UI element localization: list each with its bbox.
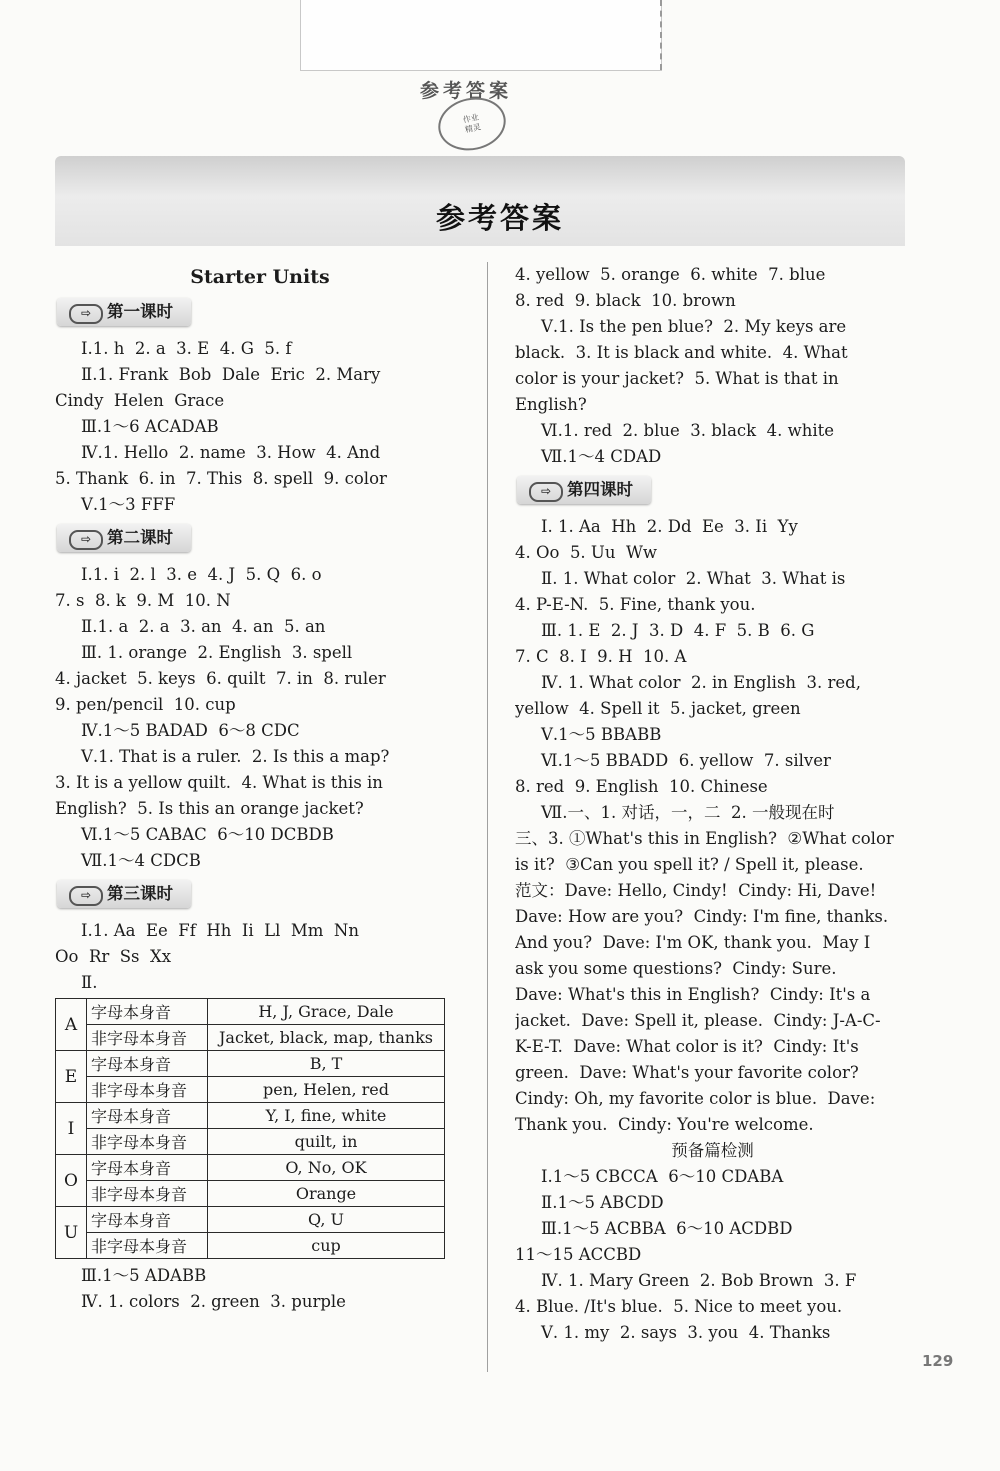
sound-type-cell: 字母本身音 — [87, 1155, 208, 1181]
arrow-right-icon: ⇨ — [529, 482, 563, 502]
answer-line: yellow 4. Spell it 5. jacket, green — [515, 699, 801, 718]
answer-line: Ⅱ.1. Frank Bob Dale Eric 2. Mary — [81, 365, 381, 384]
answer-line: 范文：Dave: Hello, Cindy! Cindy: Hi, Dave! — [515, 881, 877, 900]
running-head: 参考答案 — [420, 80, 513, 102]
answer-line: Ⅳ. 1. What color 2. in English 3. red, — [541, 673, 861, 692]
answer-line: Ⅴ. 1. my 2. says 3. you 4. Thanks — [541, 1323, 831, 1342]
sound-type-cell: 非字母本身音 — [87, 1233, 208, 1259]
unit-title: Starter Units — [190, 266, 330, 288]
lesson-label: 第一课时 — [107, 302, 173, 321]
answer-line: color is your jacket? 5. What is that in — [515, 369, 839, 388]
answer-line: black. 3. It is black and white. 4. What — [515, 343, 848, 362]
sound-type-cell: 字母本身音 — [87, 999, 208, 1025]
lesson-2-header — [55, 522, 465, 556]
sound-type-cell: 非字母本身音 — [87, 1181, 208, 1207]
example-cell: H, J, Grace, Dale — [208, 999, 445, 1025]
header-frame — [300, 0, 662, 71]
answer-line: Ⅰ.1. Aa Ee Ff Hh Ii Ll Mm Nn — [81, 921, 359, 940]
example-cell: quilt, in — [208, 1129, 445, 1155]
answer-line: jacket. Dave: Spell it, please. Cindy: J-A-C- — [515, 1011, 881, 1030]
table-row — [56, 1103, 445, 1129]
vowel-sound-table — [55, 998, 445, 1259]
sound-type-cell: 非字母本身音 — [87, 1025, 208, 1051]
answer-line: 5. Thank 6. in 7. This 8. spell 9. color — [55, 469, 387, 488]
table-row — [56, 1155, 445, 1181]
lesson-label: 第四课时 — [567, 480, 633, 499]
answer-line: Oo Rr Ss Xx — [55, 947, 172, 966]
lesson-tab — [57, 880, 191, 908]
answer-line: Dave: What's this in English? Cindy: It's a — [515, 985, 871, 1004]
answer-line: green. Dave: What's your favorite color? — [515, 1063, 859, 1082]
sound-type-cell: 字母本身音 — [87, 1103, 208, 1129]
answer-line: 4. Oo 5. Uu Ww — [515, 543, 658, 562]
answer-line: 8. red 9. English 10. Chinese — [515, 777, 768, 796]
example-cell: Jacket, black, map, thanks — [208, 1025, 445, 1051]
table-row — [56, 1207, 445, 1233]
answer-line: Ⅲ.1～5 ADABB — [81, 1266, 207, 1285]
lesson-tab — [57, 298, 191, 326]
answer-line: Ⅲ.1～6 ACADAB — [81, 417, 219, 436]
table-row — [56, 1051, 445, 1077]
answer-line: Dave: How are you? Cindy: I'm fine, thanks. — [515, 907, 889, 926]
top-guide-right — [660, 0, 662, 70]
answer-line: 4. yellow 5. orange 6. white 7. blue — [515, 265, 826, 284]
answer-line: Ⅶ.一、1. 对话，一，二 2. 一般现在时 — [541, 803, 835, 822]
table-row — [56, 1233, 445, 1259]
sound-type-cell: 非字母本身音 — [87, 1077, 208, 1103]
page-title: 参考答案 — [435, 201, 564, 235]
table-row — [56, 1181, 445, 1207]
answer-line: Ⅲ. 1. E 2. J 3. D 4. F 5. B 6. G — [541, 621, 815, 640]
answer-line: Ⅲ.1～5 ACBBA 6～10 ACDBD — [541, 1219, 793, 1238]
answer-line: 7. s 8. k 9. M 10. N — [55, 591, 231, 610]
answer-line: Ⅵ.1～5 CABAC 6～10 DCBDB — [81, 825, 334, 844]
lesson-tab — [517, 476, 651, 504]
answer-line: is it? ③Can you spell it? / Spell it, please. — [515, 855, 864, 874]
lesson-label: 第三课时 — [107, 884, 173, 903]
answer-line: Ⅰ.1. i 2. l 3. e 4. J 5. Q 6. o — [81, 565, 322, 584]
left-column — [55, 262, 465, 1315]
section-title: 预备篇检测 — [671, 1141, 754, 1160]
table-row — [56, 1129, 445, 1155]
answer-line: Ⅱ. — [81, 973, 98, 992]
answer-line: And you? Dave: I'm OK, thank you. May I — [515, 933, 871, 952]
example-cell: O, No, OK — [208, 1155, 445, 1181]
answer-line: 4. P-E-N. 5. Fine, thank you. — [515, 595, 756, 614]
sound-type-cell: 字母本身音 — [87, 1207, 208, 1233]
answer-line: Ⅰ.1～5 CBCCA 6～10 CDABA — [541, 1167, 784, 1186]
answer-line: Ⅴ.1. Is the pen blue? 2. My keys are — [541, 317, 847, 336]
example-cell: pen, Helen, red — [208, 1077, 445, 1103]
answer-line: Cindy: Oh, my favorite color is blue. Dave: — [515, 1089, 876, 1108]
lesson-label: 第二课时 — [107, 528, 173, 547]
answer-line: Ⅳ. 1. Mary Green 2. Bob Brown 3. F — [541, 1271, 857, 1290]
lesson-3-header — [55, 878, 465, 912]
answer-line: Ⅳ.1. Hello 2. name 3. How 4. And — [81, 443, 381, 462]
arrow-right-icon: ⇨ — [69, 304, 103, 324]
answer-line: Ⅰ.1. h 2. a 3. E 4. G 5. f — [81, 339, 292, 358]
seal-text-top: 作业 — [462, 112, 480, 125]
answer-line: Ⅶ.1～4 CDCB — [81, 851, 201, 870]
answer-line: Ⅶ.1～4 CDAD — [541, 447, 662, 466]
answer-line: Ⅵ.1～5 BBADD 6. yellow 7. silver — [541, 751, 831, 770]
answer-line: 4. Blue. /It's blue. 5. Nice to meet you. — [515, 1297, 843, 1316]
answer-line: ask you some questions? Cindy: Sure. — [515, 959, 837, 978]
seal-text-bottom: 精灵 — [464, 122, 482, 135]
vowel-cell: I — [56, 1103, 87, 1155]
answer-line: 8. red 9. black 10. brown — [515, 291, 736, 310]
sound-type-cell: 非字母本身音 — [87, 1129, 208, 1155]
answer-line: Ⅱ. 1. What color 2. What 3. What is — [541, 569, 846, 588]
column-divider — [487, 262, 488, 1372]
arrow-right-icon: ⇨ — [69, 530, 103, 550]
answer-line: English? — [515, 395, 587, 414]
lesson-1-header — [55, 296, 465, 330]
example-cell: Q, U — [208, 1207, 445, 1233]
answer-line: 3. It is a yellow quilt. 4. What is this in — [55, 773, 383, 792]
arrow-right-icon: ⇨ — [69, 886, 103, 906]
right-column — [515, 262, 910, 1346]
answer-line: Cindy Helen Grace — [55, 391, 225, 410]
answer-line: K-E-T. Dave: What color is it? Cindy: It's — [515, 1037, 859, 1056]
lesson-4-header — [515, 474, 910, 508]
table-row — [56, 1077, 445, 1103]
sound-type-cell: 字母本身音 — [87, 1051, 208, 1077]
table-row — [56, 999, 445, 1025]
answer-line: Ⅲ. 1. orange 2. English 3. spell — [81, 643, 353, 662]
answer-line: Ⅱ.1～5 ABCDD — [541, 1193, 664, 1212]
answer-line: Thank you. Cindy: You're welcome. — [515, 1115, 814, 1134]
answer-line: 9. pen/pencil 10. cup — [55, 695, 236, 714]
table-row — [56, 1025, 445, 1051]
vowel-cell: U — [56, 1207, 87, 1259]
vowel-cell: O — [56, 1155, 87, 1207]
example-cell: Orange — [208, 1181, 445, 1207]
answer-line: English? 5. Is this an orange jacket? — [55, 799, 364, 818]
page-number: 129 — [922, 1352, 954, 1370]
answer-line: Ⅵ.1. red 2. blue 3. black 4. white — [541, 421, 835, 440]
answer-line: 11～15 ACCBD — [515, 1245, 642, 1264]
answer-line: Ⅳ. 1. colors 2. green 3. purple — [81, 1292, 346, 1311]
answer-line: Ⅱ.1. a 2. a 3. an 4. an 5. an — [81, 617, 326, 636]
answer-line: 4. jacket 5. keys 6. quilt 7. in 8. ruler — [55, 669, 386, 688]
answer-line: Ⅴ.1～5 BBABB — [541, 725, 662, 744]
vowel-cell: A — [56, 999, 87, 1051]
answer-line: 三、3. ①What's this in English? ②What color — [515, 829, 894, 848]
example-cell: Y, I, fine, white — [208, 1103, 445, 1129]
vowel-cell: E — [56, 1051, 87, 1103]
answer-line: Ⅴ.1. That is a ruler. 2. Is this a map? — [81, 747, 390, 766]
answer-line: 7. C 8. I 9. H 10. A — [515, 647, 687, 666]
answer-line: Ⅰ. 1. Aa Hh 2. Dd Ee 3. Ii Yy — [541, 517, 798, 536]
example-cell: B, T — [208, 1051, 445, 1077]
answer-line: Ⅴ.1～3 FFF — [81, 495, 176, 514]
lesson-tab — [57, 524, 191, 552]
example-cell: cup — [208, 1233, 445, 1259]
answer-line: Ⅳ.1～5 BADAD 6～8 CDC — [81, 721, 300, 740]
